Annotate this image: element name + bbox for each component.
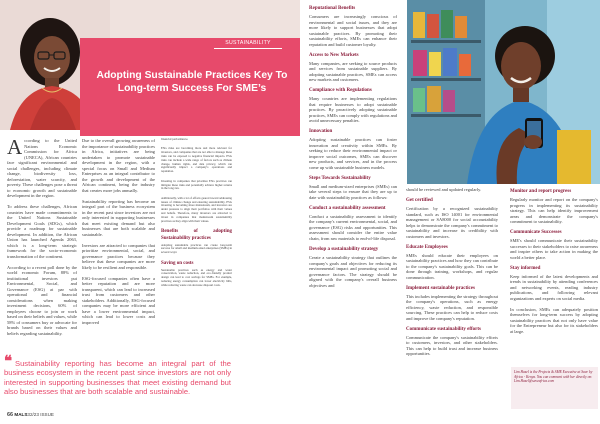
right-column-1: [309, 4, 397, 294]
author-note: Lim Hazel is the Projects & SME Executive at Save by Africa - Kenya. You can comment with her directly on: Lim.Hazel@saveafrica.com: [514, 370, 593, 384]
section-heading: Saving on costs: [161, 260, 194, 266]
section-heading: Reputational Benefits: [309, 6, 356, 11]
woman-with-phone-illustration: [407, 0, 600, 184]
left-column-3: [161, 138, 232, 368]
section-kicker: SUSTAINABILITY: [225, 40, 271, 46]
drop-cap: A: [7, 135, 23, 159]
kicker-rule: [214, 48, 282, 49]
right-column-3: [510, 187, 598, 340]
body-paragraph: To address these challenges, African countries have made commitments to the United Nations Sustainable Development Goals (SDGs), which provide a roadmap for sustainable development. In addition, the African Union has launched Agenda 2063, which is a long-term strategic framework for the socio-economic transformation of the continent.: [7, 204, 77, 259]
pull-quote-text: Sustainability reporting has become an integral part of the business ecosystem in the recent past since investors are not only interested in supporting businesses that meet existing demand but also businesses that are both scalable and sustainable.: [4, 359, 231, 397]
magazine-brand: MALS: [14, 412, 28, 417]
quote-mark-icon: ❝: [4, 353, 13, 370]
pull-quote: [4, 359, 231, 397]
body-paragraph: Keep informed of the latest developments and trends in sustainability by attending conferences and networking events, reading industry publications, and following relevant organizations and experts on social media.: [510, 273, 598, 301]
section-heading: Communicate sustainability efforts: [406, 326, 481, 332]
article-headline: Adopting Sustainable Practices Key To Long-term Success For SME’s: [96, 70, 288, 94]
section-heading: Monitor and report progress: [510, 189, 572, 194]
section-heading: Get certified: [406, 198, 433, 204]
left-column-1: [7, 135, 77, 342]
section-heading: Benefits of adopting Sustainability practices: [161, 229, 232, 241]
section-heading: Steps Towards Sustainability: [309, 175, 371, 181]
body-paragraph: Additionally, with a lot of efforts geared toward addressing issues of climate change and ensuring sustainability, ESG investing is becoming more mainstream, and investors are under pressure to align their portfolios with their values and beliefs. Therefore, many investors are attracted to invest in companies that mainstream sustainability practices as they align with their values.: [161, 195, 232, 223]
section-heading: Stay informed: [510, 265, 541, 271]
body-paragraph: Consumers are increasingly conscious of environmental and social issues, and they are more likely to support businesses that adopt sustainable practices. By promoting their sustainability efforts, SMEs can enhance their reputation and build customer loyalty.: [309, 14, 397, 47]
body-paragraph: ESG risks are becoming more and more relevant for investors, and companies that are not able to manage these risks can be exposed to negative financial impacts. ESG risks can include a wide range of factors such as climate change, human rights, and data privacy, which can significantly impact a company's operations and reputation.: [161, 146, 232, 174]
body-paragraph: ESG-focused companies often have a better reputation and are more transparent, which can lead to increased trust from customers and other stakeholders. Additionally, ESG-focused companies may be more efficient and have a lower environmental impact, which can lead to lower costs and improved: [82, 275, 155, 325]
body-paragraph: This includes implementing the strategy throughout the company's operations, such as energy efficiency, waste reduction, and responsible sourcing. These practices can help to reduce costs and improve the company's reputation.: [406, 293, 498, 321]
section-heading: Innovation: [309, 129, 333, 135]
body-paragraph: Many companies, are seeking to source products and services from sustainable suppliers. By adopting sustainable practices, SMEs can access new markets and customers.: [309, 60, 397, 83]
section-heading: Compliance with Regulations: [309, 88, 372, 94]
body-paragraph: Many countries are implementing regulations that require businesses to adopt sustainable practices. By proactively adopting sustainable practices, SMEs can comply with regulations and avoid unnecessary penalties.: [309, 96, 397, 124]
section-heading: Communicate Successes: [510, 230, 562, 236]
body-paragraph: Create a sustainability strategy that outlines the company's goals and objectives for reducing its environmental impact and promoting social and governance factors. The strategy should be aligned with the company's overall business objectives and: [309, 255, 397, 288]
author-note-box: [511, 367, 598, 409]
left-column-2: [82, 138, 155, 331]
section-heading: Implement sustainable practices: [406, 285, 475, 291]
body-paragraph: According to a recent poll done by the world economic Forum, 88% of institutional investors put Environmental, Social, and Governance (ESG) at par with operational and financial considerations when making investment decisions, 60% of employees choose to join or work based on their beliefs and values, while 58% of consumers buy or advocate for brands based on their values and beliefs regarding sustainability.: [7, 264, 77, 336]
body-paragraph: In conclusion, SMEs can adequately position themselves for long-term success by adopting sustainability practices that not only have value for the Entrepreneur but also for its stakeholders at large.: [510, 306, 598, 334]
body-paragraph: Adopting sustainable practices can foster innovation and creativity within SMEs. By seeking to reduce their environmental impact or improve social outcomes, SMEs can discover new products, and services, and in the process come up with sustainable business models.: [309, 137, 397, 170]
body-paragraph: Small and medium-sized enterprises (SMEs) can take several steps to ensure that they are up to date with sustainability practices as follows:: [309, 183, 397, 200]
right-page: [300, 0, 600, 424]
body-paragraph: financial performance.: [161, 138, 189, 141]
body-paragraph: Communicate the company's sustainability efforts to customers, investors, and other stakeholders. This can help to build trust and increase business opportunities.: [406, 334, 498, 357]
body-paragraph: Conduct a sustainability assessment to identify the company's current environmental, social, and governance (ESG) risks and opportunities. This assessment should consider the entire value chain, from raw materials to end-of-life disposal.: [309, 213, 397, 241]
paragraph-rest: ccording to the United Nations Economic Commission for Africa (UNECA), African countries face significant environmental and social challenges, including climate change, biodiversity loss, deforestation, water scarcity, and poverty. These challenges pose a threat to economic growth and sustainable development in the region.: [7, 138, 77, 198]
issue-label: 32/23 ISSUE: [27, 412, 54, 417]
body-paragraph: Due to the overall growing awareness of the importance of sustainability practices in Africa, initiatives are being undertaken to promote sustainable development in the region, with a special focus on Small and Medium Enterprises as an integral contributor to the growth and development of the African continent, being the industry that creates more jobs annually.: [82, 138, 155, 193]
body-paragraph: SME's should communicate their sustainability successes to their stakeholders to raise awareness and inspire others to take action in making the world a better place.: [510, 238, 598, 260]
body-paragraph: Investing in companies that prioritize ESG practices can mitigate these risks and potentially achieve higher returns in the long run.: [161, 178, 232, 191]
byline: By Lim Hazel: [240, 128, 268, 133]
body-paragraph: Sustainable practices such as energy and water conservation, waste reduction, and eco-friendly product design can lead to cost savings for SMEs. For example, reducing energy consumption can lower electricity bills, while reducing waste can decrease disposal costs.: [161, 267, 232, 287]
page-number: 66: [7, 412, 14, 418]
page-footer: [7, 411, 54, 419]
body-paragraph: Investors are attracted to companies that prioritize environmental, social, and governance practices because they believe that these companies are more likely to be resilient and responsible.: [82, 242, 155, 270]
body-paragraph: Sustainability reporting has become an integral part of the business ecosystem in the recent past since investors are not only interested in supporting businesses that meet existing demand but also businesses that are both scalable and sustainable.: [82, 198, 155, 237]
body-paragraph: [7, 135, 77, 199]
body-paragraph: Regularly monitor and report on the company's progress in implementing its sustainability strategy. This can help identify improvement areas and demonstrate the company's commitment to sustainability.: [510, 197, 598, 224]
right-column-2: [406, 187, 498, 362]
body-paragraph: Certification by a recognized sustainability standard, such as ISO 14001 for environmental management or SA8000 for social accountability helps to demonstrate the company's commitment to sustainability and increase its credibility with customers and investors.: [406, 206, 498, 239]
section-heading: Develop a sustainability strategy: [309, 247, 379, 253]
body-paragraph: should be reviewed and updated regularly.: [406, 187, 482, 192]
body-paragraph: SMEs should educate their employees on sustainability practices and how they can contribute to the company's sustainability goals. This can be done through training, workshops, and regular communication.: [406, 252, 498, 280]
section-heading: Conduct a sustainability assessment: [309, 205, 386, 211]
body-paragraph: Adopting sustainable practices can create long-term success for small and medium-sized enterprises (SMEs) in several ways:: [161, 242, 232, 255]
section-heading: Access to New Markets: [309, 52, 359, 58]
entrepreneur-photo: [407, 0, 600, 184]
section-heading: Educate Employees: [406, 244, 448, 250]
